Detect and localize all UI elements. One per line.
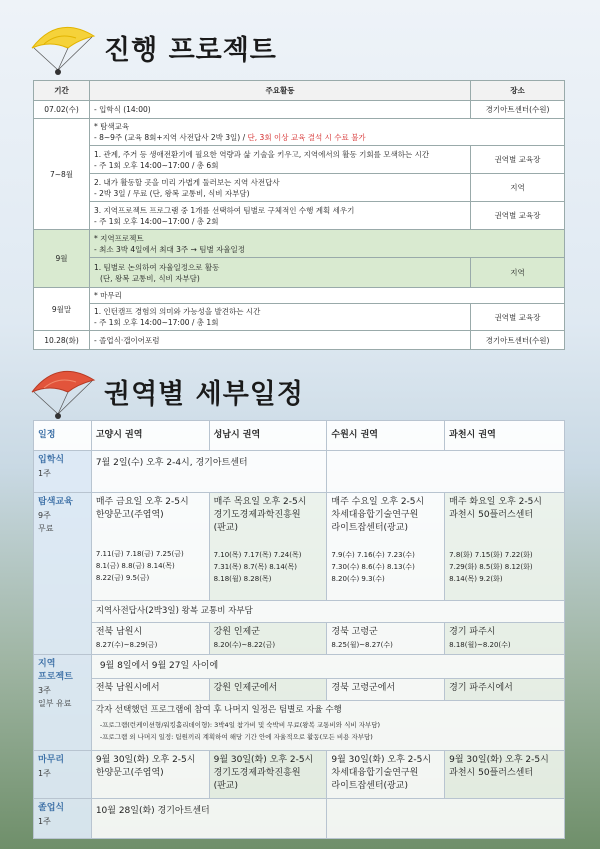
activity-cell xyxy=(90,304,471,331)
date-line: 7.9(수) 7.16(수) 7.23(수) xyxy=(331,551,415,559)
project-note-cell xyxy=(91,701,564,751)
intro-text: * 지역프로젝트 xyxy=(94,233,144,243)
activity-intro-cell xyxy=(90,288,565,304)
intro-detail: - 최소 3박 4일에서 최대 3주 → 팀별 자율일정 xyxy=(94,244,246,254)
project-suwon-cell: 경북 고령군에서 xyxy=(327,679,445,701)
explore-venue: 경기도경제과학진흥원 xyxy=(213,510,301,520)
trip-region: 강원 인제군 xyxy=(213,627,260,637)
intro-detail-text: - 8~9주 (교육 8회+지역 사전답사 2박 3일) / xyxy=(94,133,248,142)
activity-line: (단, 왕복 교통비, 식비 자부담) xyxy=(100,273,200,283)
trip-region: 전북 남원시 xyxy=(95,627,143,637)
date-line: 7.29(화) 8.5(화) 8.12(화) xyxy=(449,563,533,571)
table-row xyxy=(34,119,565,146)
table-row xyxy=(34,258,565,288)
closing-time: 9월 30일(화) 오후 2-5시 xyxy=(449,755,549,765)
activity-line: - 주 1회 오후 14:00~17:00 / 총 2회 xyxy=(94,216,219,226)
graduation-cell: 10월 28일(화) 경기아트센터 xyxy=(91,799,327,839)
row-label-text: 입학식 xyxy=(38,455,65,465)
trip-goyang-cell xyxy=(91,623,209,655)
place-cell: 권역별 교육장 xyxy=(471,146,565,174)
closing-venue-sub: (판교) xyxy=(213,781,239,791)
trip-gwacheon-cell xyxy=(445,623,565,655)
date-line: 7.30(수) 8.6(수) 8.13(수) xyxy=(331,563,415,571)
date-line: 8.20(수) 9.3(수) xyxy=(331,575,385,583)
table-row xyxy=(34,202,565,230)
project-gwacheon-cell: 경기 파주시에서 xyxy=(445,679,565,701)
regional-schedule-table xyxy=(33,420,565,839)
date-line: 8.22(금) 9.5(금) xyxy=(95,574,150,582)
table-row xyxy=(34,701,565,751)
period-cell: 07.02(수) xyxy=(34,101,90,119)
table-row xyxy=(34,451,565,493)
explore-dates xyxy=(96,548,205,584)
row-label-sub: 1주 xyxy=(38,769,51,778)
trip-seongnam-cell xyxy=(209,623,327,655)
explore-venue-sub: 라이트잡센터(광교) xyxy=(331,523,408,533)
header-activity: 주요활동 xyxy=(90,81,471,101)
table-row xyxy=(34,623,565,655)
table-row xyxy=(34,331,565,350)
explore-venue: 한양문고(주엽역) xyxy=(95,510,164,520)
table-row xyxy=(34,288,565,304)
explore-dates xyxy=(331,549,440,585)
trip-suwon-cell xyxy=(327,623,445,655)
closing-venue: 과천시 50플러스센터 xyxy=(449,768,534,778)
row-label-sub: 무료 xyxy=(38,524,54,533)
table-row xyxy=(34,230,565,258)
activity-cell xyxy=(90,174,471,202)
closing-venue: 차세대융합기술연구원 xyxy=(331,768,419,778)
closing-time: 9월 30일(화) 오후 2-5시 xyxy=(95,755,196,765)
project-seongnam-cell: 강원 인제군에서 xyxy=(209,679,327,701)
closing-venue: 한양문고(주엽역) xyxy=(95,768,164,778)
explore-dates xyxy=(214,549,323,585)
explore-time: 매주 목요일 오후 2-5시 xyxy=(213,497,307,507)
table-row xyxy=(34,799,565,839)
place-cell: 권역별 교육장 xyxy=(471,304,565,331)
row-label-sub: 1주 xyxy=(38,469,51,478)
explore-gwacheon-cell xyxy=(445,493,565,601)
section-title-regional: 권역별 세부일정 xyxy=(104,379,304,410)
explore-time: 매주 금요일 오후 2-5시 xyxy=(95,497,189,507)
activity-intro-cell xyxy=(90,119,565,146)
activity-line: 3. 지역프로젝트 프로그램 중 1개를 선택하여 팀별로 구체적인 수행 계획 세우기 xyxy=(94,205,355,215)
date-line: 7.11(금) 7.18(금) 7.25(금) xyxy=(95,550,184,558)
row-label-text: 마무리 xyxy=(38,755,65,765)
activity-cell: - 입학식 (14:00) xyxy=(90,101,471,119)
table-row xyxy=(34,174,565,202)
header-schedule: 일정 xyxy=(34,421,92,451)
paraglider-red-icon xyxy=(28,362,98,422)
closing-suwon-cell xyxy=(327,751,445,799)
trip-note-cell: 지역사전답사(2박3일) 왕복 교통비 자부담 xyxy=(91,601,564,623)
project-schedule-table xyxy=(33,80,565,350)
closing-venue-sub: 라이트잡센터(광교) xyxy=(331,781,408,791)
entrance-cell: 7월 2일(수) 오후 2-4시, 경기아트센터 xyxy=(91,451,327,493)
table-row xyxy=(34,493,565,601)
row-label-project xyxy=(34,655,92,751)
row-label-explore xyxy=(34,493,92,655)
closing-venue: 경기도경제과학진흥원 xyxy=(213,768,301,778)
header-period: 기간 xyxy=(34,81,90,101)
trip-dates: 8.25(월)~8.27(수) xyxy=(331,641,393,649)
activity-cell xyxy=(90,146,471,174)
explore-time: 매주 수요일 오후 2-5시 xyxy=(331,497,425,507)
row-label-sub: 3주 xyxy=(38,686,51,695)
place-cell: 권역별 교육장 xyxy=(471,202,565,230)
activity-line: - 주 1회 오후 14:00~17:00 / 총 6회 xyxy=(94,160,219,170)
activity-intro-cell xyxy=(90,230,565,258)
section-title-projects: 진행 프로젝트 xyxy=(104,35,277,66)
activity-cell xyxy=(90,202,471,230)
explore-venue: 차세대융합기술연구원 xyxy=(331,510,419,520)
activity-cell xyxy=(90,258,471,288)
header-suwon: 수원시 권역 xyxy=(327,421,445,451)
trip-region: 경기 파주시 xyxy=(449,627,496,637)
trip-dates: 8.27(수)~8.29(금) xyxy=(95,641,158,649)
project-note-main: 각자 선택했던 프로그램에 참여 후 나머지 일정은 팀별로 자율 수행 xyxy=(95,705,342,715)
table-header-row xyxy=(34,81,565,101)
date-line: 8.18(월) 8.28(목) xyxy=(213,575,272,583)
closing-time: 9월 30일(화) 오후 2-5시 xyxy=(213,755,314,765)
row-label-text: 탐색교육 xyxy=(38,497,73,507)
table-row xyxy=(34,601,565,623)
explore-seongnam-cell xyxy=(209,493,327,601)
table-row xyxy=(34,751,565,799)
row-label-text: 프로젝트 xyxy=(38,672,73,682)
period-cell: 9월말 xyxy=(34,288,90,331)
explore-goyang-cell xyxy=(91,493,209,601)
header-seongnam: 성남시 권역 xyxy=(209,421,327,451)
activity-line: - 2박 3일 / 무료 (단, 왕복 교통비, 식비 자부담) xyxy=(94,188,250,198)
row-label-text: 지역 xyxy=(38,659,56,669)
date-line: 7.10(목) 7.17(목) 7.24(목) xyxy=(213,551,302,559)
explore-dates xyxy=(449,549,560,585)
graduation-empty-cell xyxy=(327,799,565,839)
activity-line: 2. 내가 활동할 곳을 미리 가볍게 둘러보는 지역 사전답사 xyxy=(94,177,280,187)
closing-goyang-cell xyxy=(91,751,209,799)
row-label-entrance xyxy=(34,451,92,493)
table-row xyxy=(34,101,565,119)
place-cell: 지역 xyxy=(471,258,565,288)
date-line: 7.31(목) 8.7(목) 8.14(목) xyxy=(213,563,298,571)
project-goyang-cell: 전북 남원시에서 xyxy=(91,679,209,701)
project-period-cell: 9월 8일에서 9월 27일 사이에 xyxy=(91,655,564,679)
table-row xyxy=(34,655,565,679)
explore-time: 매주 화요일 오후 2-5시 xyxy=(449,497,542,507)
explore-venue: 과천시 50플러스센터 xyxy=(449,510,534,520)
section-header-projects xyxy=(0,18,600,78)
period-cell: 9월 xyxy=(34,230,90,288)
project-note-detail: -프로그램(런케이션형/워킹홀리데이형): 3박4일 참가비 및 숙박비 무료(왕복 교통비와 식비 자부담) xyxy=(99,721,381,729)
entrance-empty-cell xyxy=(327,451,565,493)
header-gwacheon: 과천시 권역 xyxy=(445,421,565,451)
trip-region: 경북 고령군 xyxy=(331,627,378,637)
trip-dates: 8.18(월)~8.20(수) xyxy=(449,641,511,649)
explore-suwon-cell xyxy=(327,493,445,601)
closing-time: 9월 30일(화) 오후 2-5시 xyxy=(331,755,432,765)
activity-line: - 주 1회 오후 14:00~17:00 / 총 1회 xyxy=(94,318,219,327)
place-cell: 지역 xyxy=(471,174,565,202)
table-row xyxy=(34,304,565,331)
period-cell: 10.28(화) xyxy=(34,331,90,350)
section-header-regional xyxy=(0,362,600,422)
closing-seongnam-cell xyxy=(209,751,327,799)
date-line: 8.14(목) 9.2(화) xyxy=(449,575,503,583)
header-place: 장소 xyxy=(471,81,565,101)
intro-text: * 탐색교육 xyxy=(94,122,130,131)
row-label-sub: 1주 xyxy=(38,817,51,826)
row-label-sub: 9주 xyxy=(38,511,51,520)
table-row xyxy=(34,679,565,701)
activity-cell: - 졸업식·갭이어포럼 xyxy=(90,331,471,350)
place-cell: 경기아트센터(수원) xyxy=(471,101,565,119)
warning-text: 단, 3회 이상 교육 결석 시 수료 불가 xyxy=(247,133,366,142)
table-row xyxy=(34,146,565,174)
intro-text: * 마무리 xyxy=(94,291,122,300)
row-label-text: 졸업식 xyxy=(38,803,65,813)
explore-venue-sub: (판교) xyxy=(213,523,239,533)
row-label-graduation xyxy=(34,799,92,839)
period-cell: 7~8월 xyxy=(34,119,90,230)
row-label-closing xyxy=(34,751,92,799)
activity-line: 1. 관계, 주거 등 생애전환기에 필요한 역량과 삶 기술을 키우고, 지역에서의 활동 기회를 모색하는 시간 xyxy=(94,149,430,159)
header-goyang: 고양시 권역 xyxy=(91,421,209,451)
date-line: 7.8(화) 7.15(화) 7.22(화) xyxy=(449,551,533,559)
closing-gwacheon-cell xyxy=(445,751,565,799)
project-note-detail: -프로그램 외 나머지 일정: 팀원끼리 계획하여 해당 기간 안에 자율적으로 활동(모든 비용 자부담) xyxy=(99,733,373,741)
place-cell: 경기아트센터(수원) xyxy=(471,331,565,350)
date-line: 8.1(금) 8.8(금) 8.14(목) xyxy=(95,562,175,570)
intro-detail xyxy=(94,132,560,143)
table-header-row xyxy=(34,421,565,451)
activity-line: 1. 팀별로 논의하여 자율일정으로 활동 xyxy=(94,262,220,272)
activity-line: 1. 인턴캠프 경험의 의미와 가능성을 발견하는 시간 xyxy=(94,307,261,316)
paraglider-yellow-icon xyxy=(28,18,98,78)
trip-dates: 8.20(수)~8.22(금) xyxy=(213,641,276,649)
row-label-sub: 일부 유료 xyxy=(38,699,72,708)
